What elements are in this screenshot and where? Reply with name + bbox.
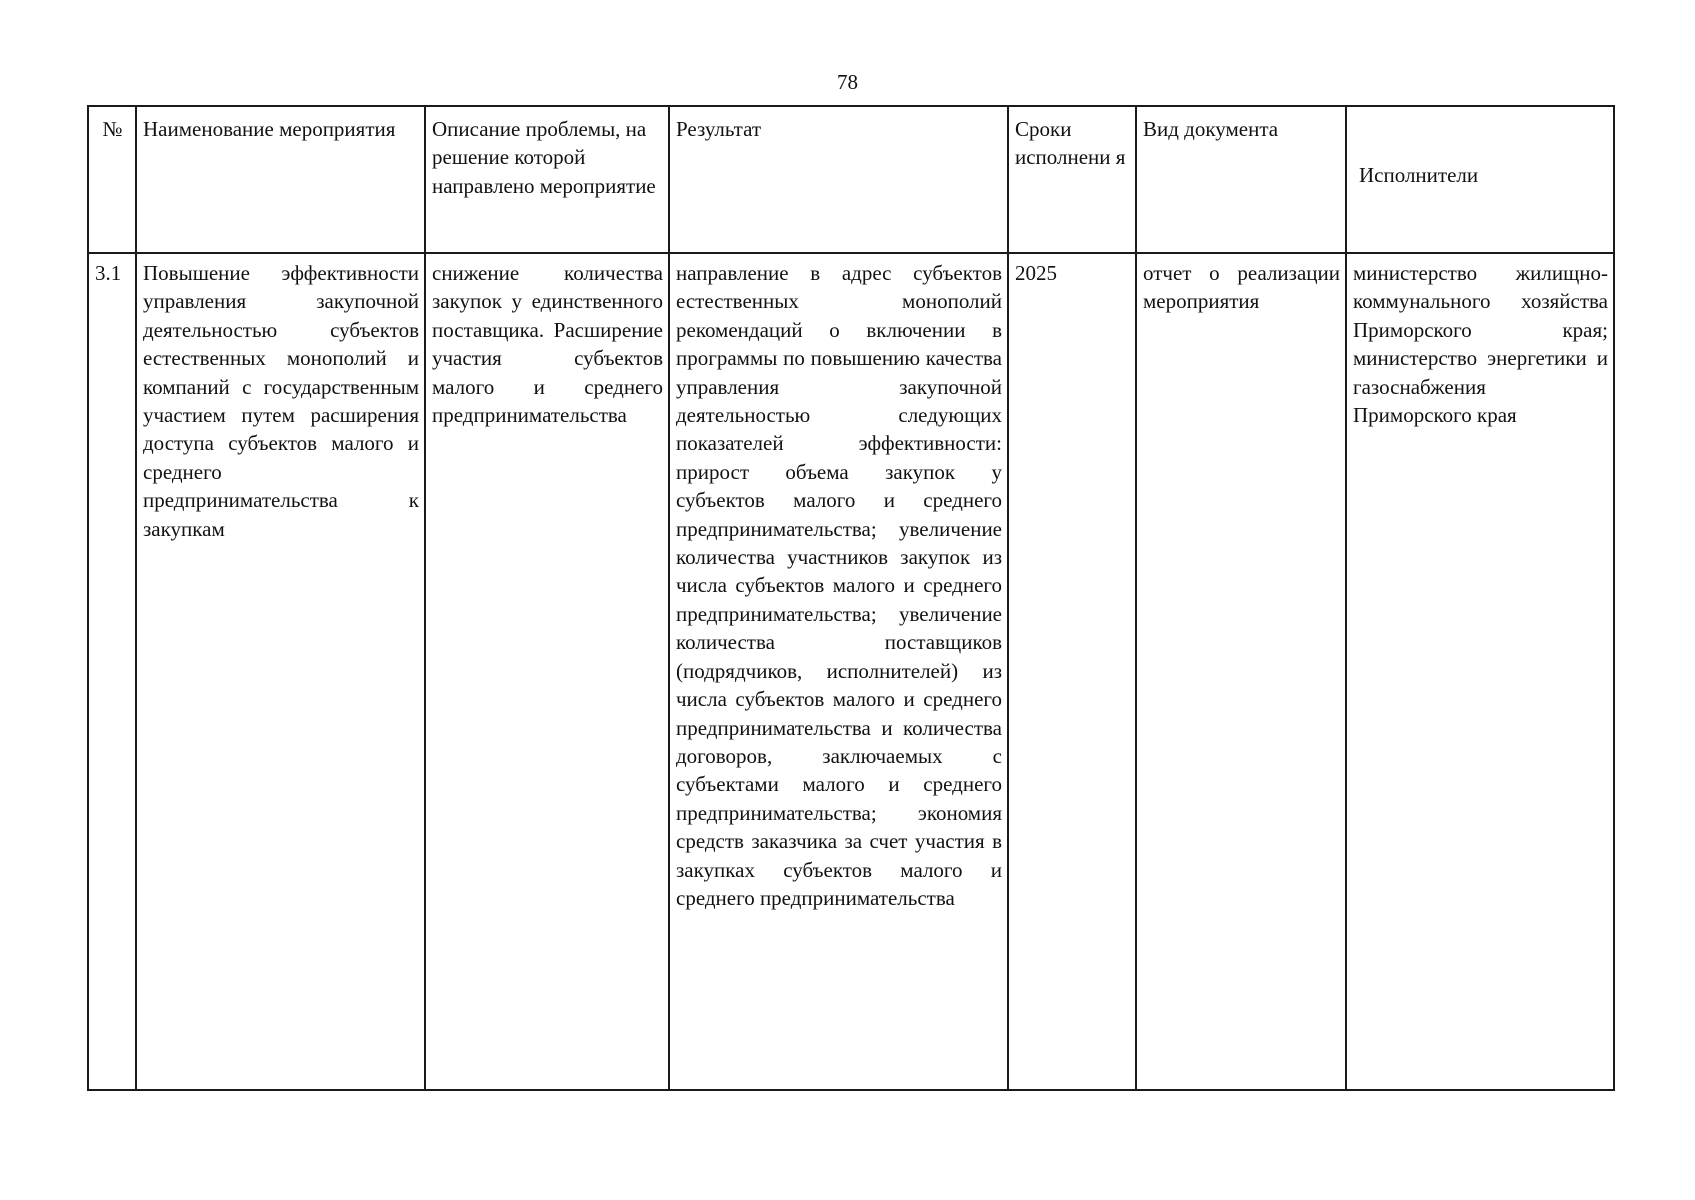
header-problem: Описание проблемы, на решение которой направлено мероприятие (425, 106, 669, 253)
table-header (88, 106, 1614, 253)
header-row (88, 106, 1614, 253)
header-deadline: Сроки исполнени я (1008, 106, 1136, 253)
header-name: Наименование мероприятия (136, 106, 425, 253)
header-executors (1346, 106, 1614, 253)
row-executors: министерство жилищно-коммунального хозяйства Приморского края; министерство энергетики и газоснабжения Приморского края (1346, 253, 1614, 1090)
header-executors-label: Исполнители (1359, 163, 1479, 188)
row-deadline: 2025 (1008, 253, 1136, 1090)
page-number: 78 (837, 70, 858, 94)
header-doc-type: Вид документа (1136, 106, 1346, 253)
table-row (88, 253, 1614, 1090)
table-body (88, 253, 1614, 1090)
row-problem: снижение количества закупок у единственного поставщика. Расширение участия субъектов малого и среднего предпринимательства (425, 253, 669, 1090)
header-result: Результат (669, 106, 1008, 253)
row-result: направление в адрес субъектов естественных монополий рекомендаций о включении в программы по повышению качества управления закупочной деятельностью следующих показателей эффективности: прирост объема закупок у субъектов малого и среднего предпринимательства; увеличение количества участников закупок из числа субъектов малого и среднего предпринимательства; увеличение количества поставщиков (подрядчиков, исполнителей) из числа субъектов малого и среднего предпринимательства и количества договоров, заключаемых с субъектами малого и среднего предпринимательства; экономия средств заказчика за счет участия в закупках субъектов малого и среднего предпринимательства (669, 253, 1008, 1090)
row-num: 3.1 (88, 253, 136, 1090)
measures-table (87, 105, 1615, 1091)
header-num: № (88, 106, 136, 253)
row-doc-type: отчет о реализации мероприятия (1136, 253, 1346, 1090)
row-name: Повышение эффективности управления закупочной деятельностью субъектов естественных монополий и компаний с государственным участием путем расширения доступа субъектов малого и среднего предпринимательства к закупкам (136, 253, 425, 1090)
